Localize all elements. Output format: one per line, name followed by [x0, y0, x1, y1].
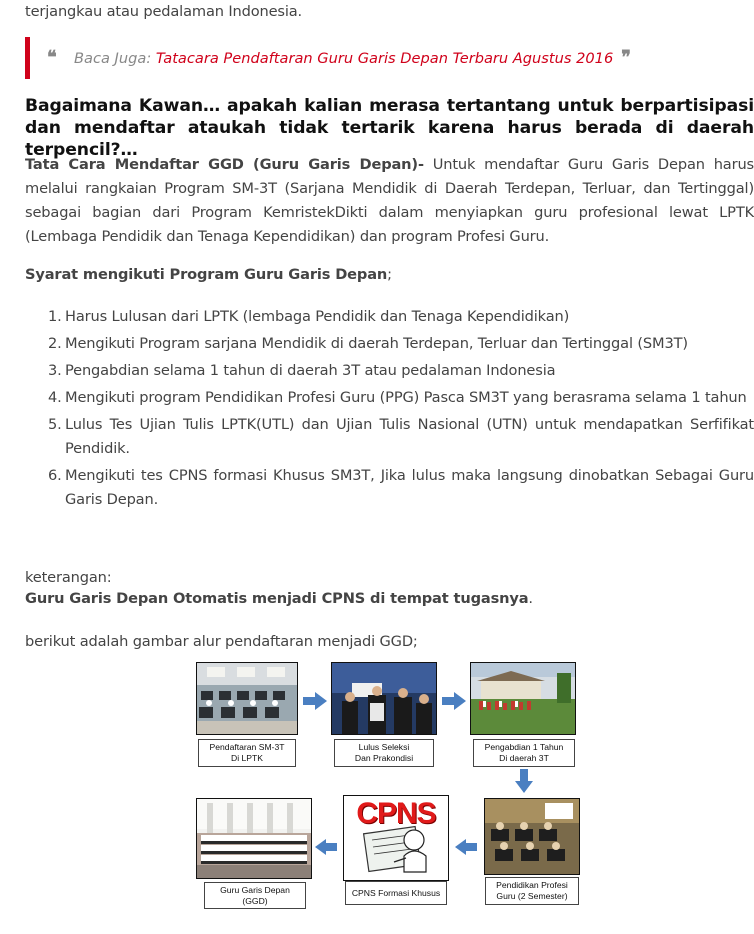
syarat-title: Syarat mengikuti Program Guru Garis Depan	[25, 266, 388, 283]
step-caption	[473, 739, 575, 767]
list-item-number: 6.	[48, 467, 62, 484]
step-caption-line1: Pendaftaran SM-3T	[209, 742, 285, 752]
keterangan-note	[25, 587, 533, 611]
arrow-right-icon	[303, 692, 327, 710]
list-item	[25, 386, 754, 410]
computer-lab-photo	[196, 662, 298, 735]
list-item	[25, 464, 754, 512]
step-caption-line1: CPNS Formasi Khusus	[351, 887, 441, 898]
step-caption-line2: (GGD)	[242, 895, 268, 906]
list-item-number: 2.	[48, 335, 62, 352]
list-item-number: 4.	[48, 389, 62, 406]
cpns-logo-image	[343, 795, 449, 881]
step-caption	[204, 882, 306, 909]
ggd-group-illustration	[197, 799, 311, 878]
keterangan-text: Guru Garis Depan Otomatis menjadi CPNS di tempat tugasnya	[25, 590, 529, 607]
arrow-left-icon	[315, 839, 337, 855]
intro-text: terjangkau atau pedalaman Indonesia.	[25, 3, 303, 20]
step-caption-line1: Guru Garis Depan	[220, 884, 290, 895]
close-quote-icon: ❞	[621, 47, 631, 68]
classroom-photo	[484, 798, 580, 875]
list-item-text: Harus Lulusan dari LPTK (lembaga Pendidik dan Tenaga Kependidikan)	[65, 308, 570, 325]
tata-cara-title: Tata Cara Mendaftar GGD (Guru Garis Depan)-	[25, 156, 424, 173]
step-caption-line2: Di daerah 3T	[499, 753, 549, 763]
keterangan-label: keterangan:	[25, 569, 112, 586]
arrow-down-icon	[515, 769, 533, 793]
ggd-group-photo	[196, 798, 312, 879]
step-caption-line2: Guru (2 Semester)	[496, 891, 568, 901]
list-item-number: 3.	[48, 362, 62, 379]
step-caption-line2: Dan Prakondisi	[354, 753, 414, 763]
syarat-suffix: ;	[387, 266, 392, 283]
ggd-flow-diagram	[191, 652, 584, 912]
list-item	[25, 413, 754, 461]
cpns-logo-text: CPNS	[356, 797, 436, 830]
step-caption-line2: Di LPTK	[231, 753, 263, 763]
step-caption-line1: Lulus Seleksi	[358, 742, 410, 752]
tata-cara-paragraph	[25, 153, 754, 249]
list-item-text: Lulus Tes Ujian Tulis LPTK(UTL) dan Ujian Tulis Nasional (UTN) untuk mendapatkan Serfifikat Pendidik.	[65, 416, 754, 457]
list-item-text: Mengikuti tes CPNS formasi Khusus SM3T, Jika lulus maka langsung dinobatkan Sebagai Guru Garis Depan.	[65, 467, 754, 508]
keterangan-dot: .	[528, 590, 533, 607]
computer-lab-illustration	[197, 663, 297, 734]
open-quote-icon: ❝	[47, 47, 57, 68]
village-photo	[470, 662, 576, 735]
village-illustration	[471, 663, 575, 734]
step-caption-line1: Pengabdian 1 Tahun	[484, 742, 564, 752]
baca-juga-line	[74, 47, 631, 68]
baca-juga-box	[25, 37, 754, 79]
tata-cara-text: Untuk mendaftar Guru Garis Depan harus melalui rangkaian Program SM-3T (Sarjana Mendidik di Daerah Terdepan, Terluar, dan Tertinggal) sebagai bagian dari Program KemristekDikti dalam menyiapkan guru profesional lewat LPTK (Lembaga Pendidik dan Tenaga Kependidikan) dan program Profesi Guru.	[25, 156, 754, 245]
step-caption-line1: Pendidikan Profesi	[496, 880, 568, 890]
step-caption	[334, 739, 434, 767]
baca-juga-link[interactable]: Tatacara Pendaftaran Guru Garis Depan Terbaru Agustus 2016	[155, 50, 614, 67]
step-caption	[198, 739, 296, 767]
step-caption	[345, 881, 447, 905]
list-item	[25, 305, 754, 329]
list-item	[25, 332, 754, 356]
baca-juga-label: Baca Juga:	[74, 50, 152, 67]
syarat-heading	[25, 263, 392, 287]
arrow-left-icon	[455, 839, 477, 855]
list-item-text: Mengikuti program Pendidikan Profesi Guru (PPG) Pasca SM3T yang berasrama selama 1 tahun	[65, 389, 747, 406]
syarat-list	[25, 305, 754, 515]
list-item-number: 5.	[48, 416, 62, 433]
officials-photo	[331, 662, 437, 735]
arrow-right-icon	[442, 692, 466, 710]
list-item	[25, 359, 754, 383]
article-heading: Bagaimana Kawan… apakah kalian merasa tertantang untuk berpartisipasi dan mendaftar ataukah tidak tertarik karena harus berada di daerah terpencil?…	[25, 96, 754, 160]
classroom-illustration	[485, 799, 579, 874]
berikut-text: berikut adalah gambar alur pendaftaran menjadi GGD;	[25, 633, 418, 650]
list-item-text: Pengabdian selama 1 tahun di daerah 3T atau pedalaman Indonesia	[65, 362, 556, 379]
officials-illustration	[332, 663, 436, 734]
list-item-text: Mengikuti Program sarjana Mendidik di daerah Terdepan, Terluar dan Tertinggal (SM3T)	[65, 335, 688, 352]
list-item-number: 1.	[48, 308, 62, 325]
step-caption	[485, 877, 579, 905]
